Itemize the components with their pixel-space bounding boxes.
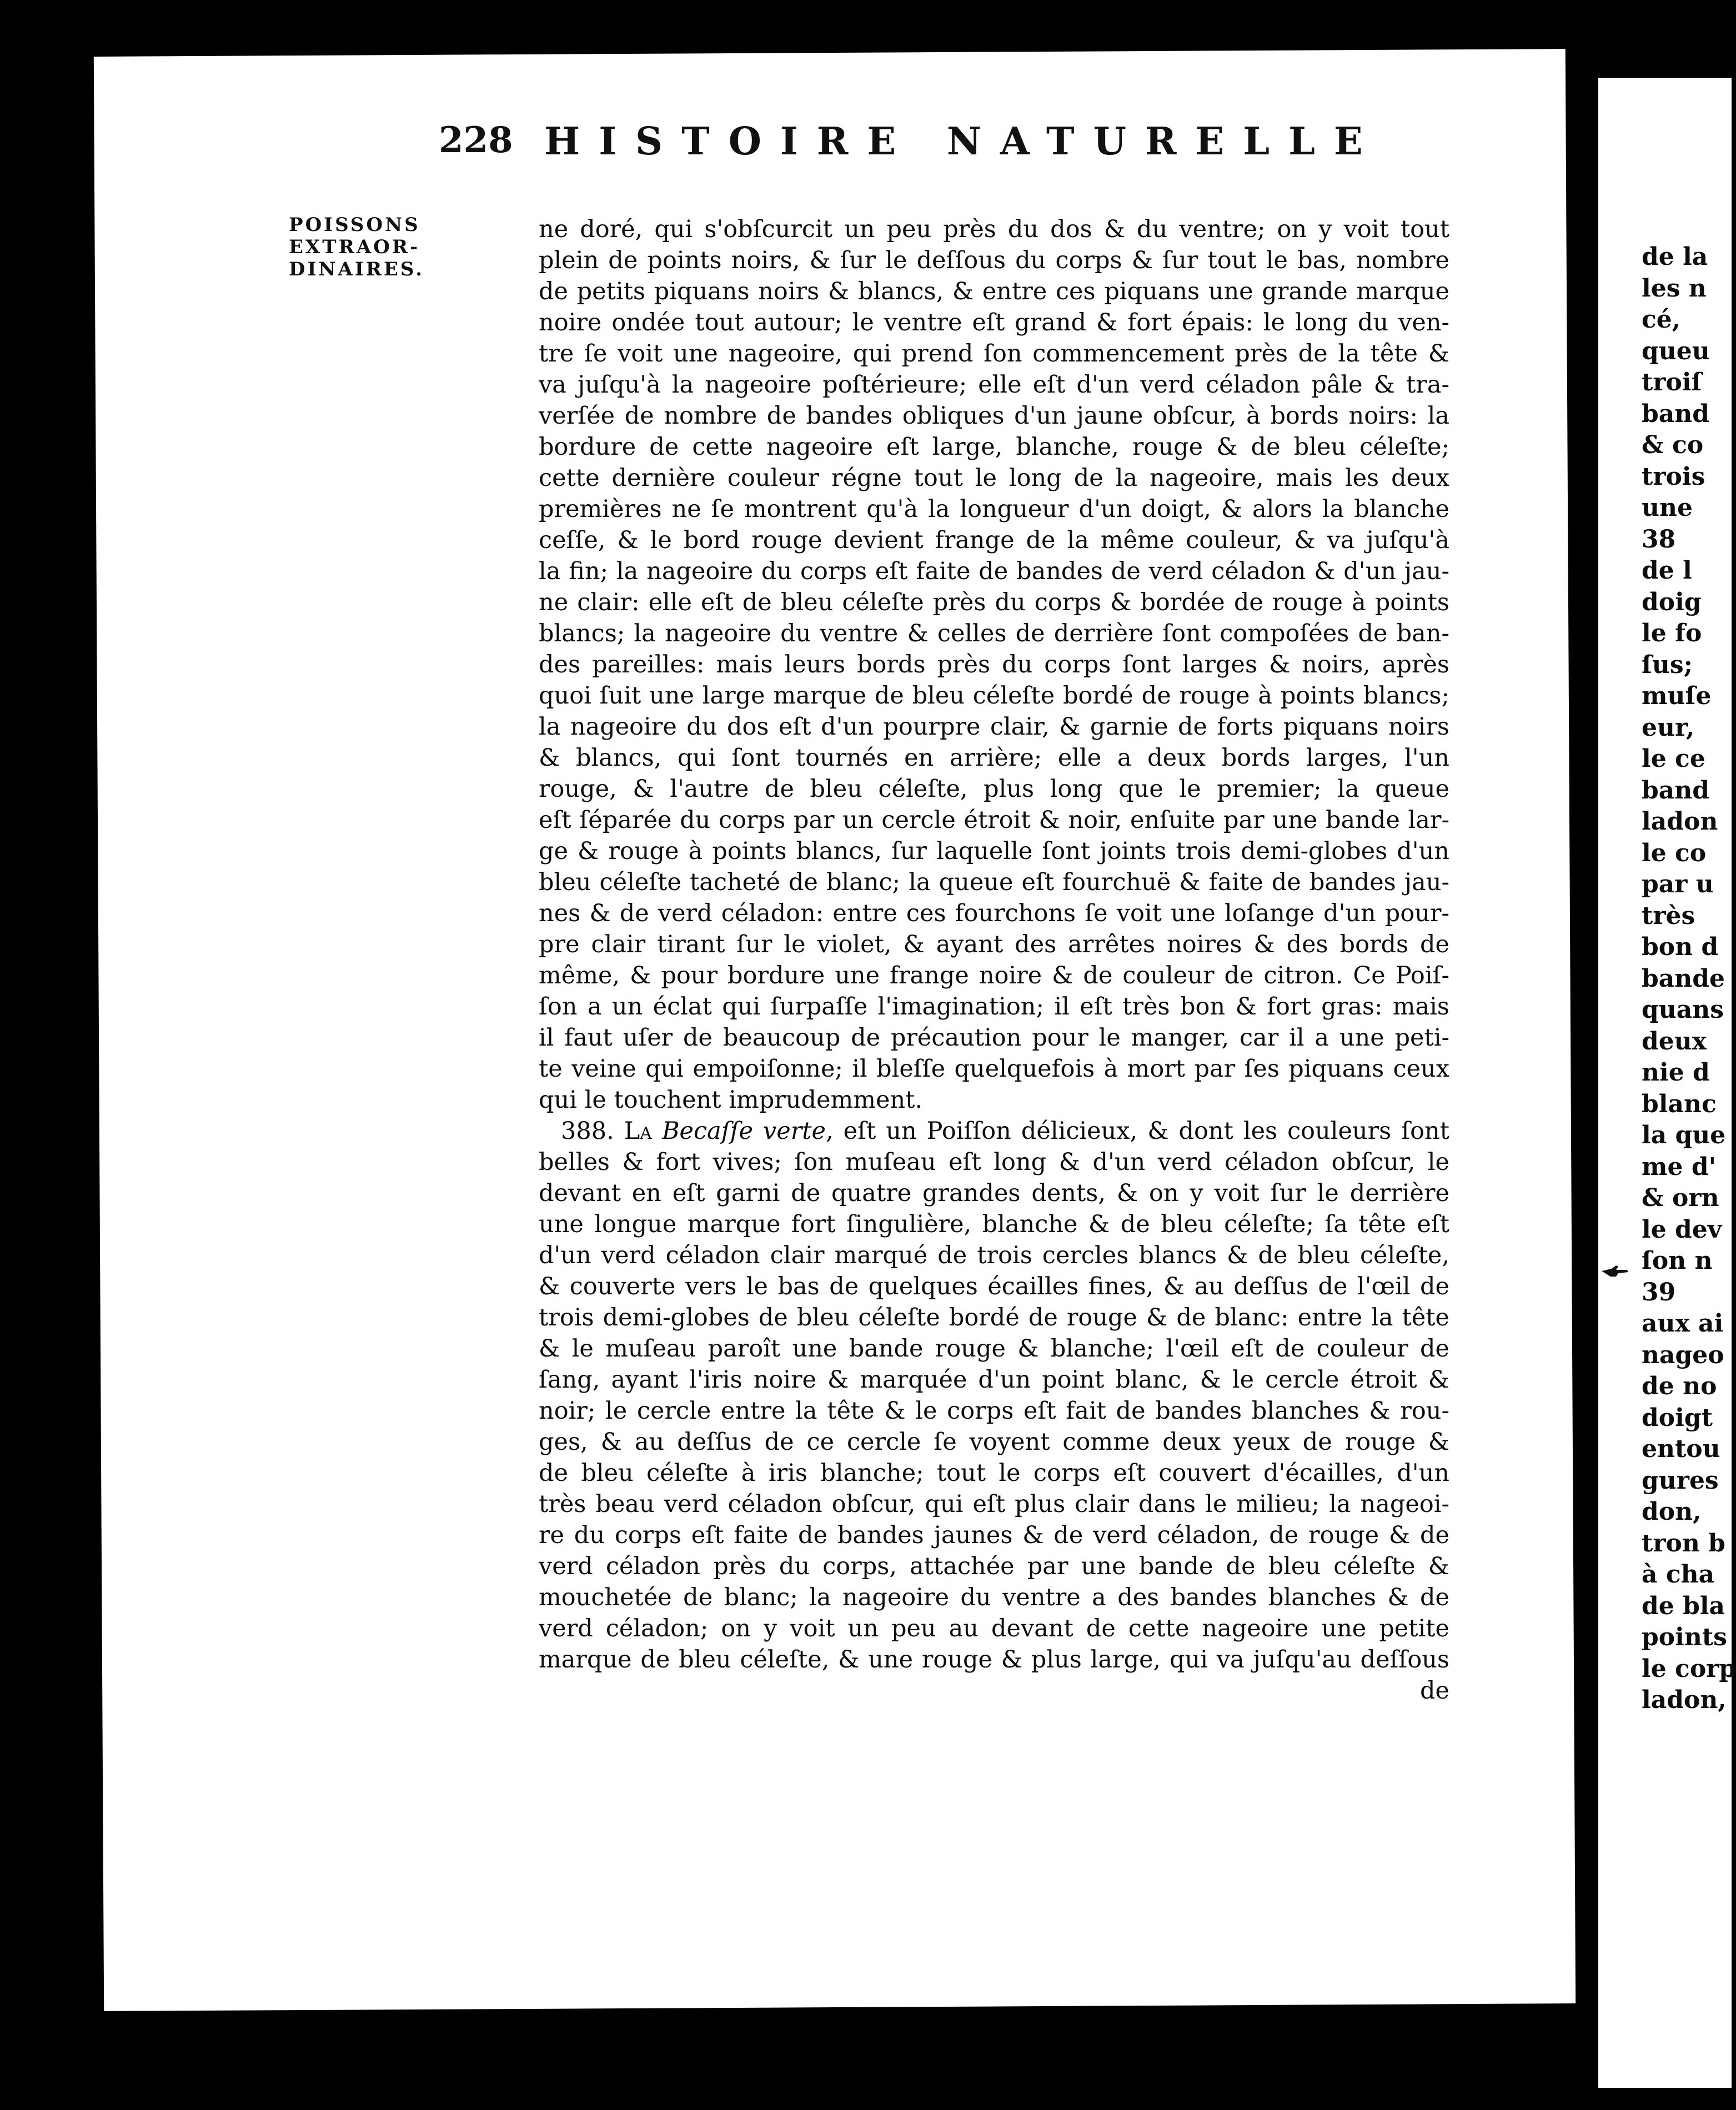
fish-name: Becaſſe verte: [661, 1117, 826, 1145]
right-page-line: aux ai: [1642, 1309, 1724, 1338]
margin-note-line: POISSONS: [289, 214, 420, 236]
text-line: te veine qui empoiſonne; il bleſſe quelquefois à mort par ſes piquans ceux: [539, 1055, 1449, 1083]
text-line: verſée de nombre de bandes obliques d'un jaune obſcur, à bords noirs: la: [539, 402, 1449, 430]
right-page-line: band: [1642, 776, 1710, 805]
text-line: mouchetée de blanc; la nageoire du ventre a des bandes blanches & de: [539, 1584, 1449, 1611]
right-page-line: le ce: [1642, 745, 1705, 773]
text-line: blancs; la nageoire du ventre & celles de derrière ſont compoſées de ban-: [539, 620, 1449, 647]
right-page-line: les n: [1642, 274, 1707, 303]
text-line: tre ſe voit une nageoire, qui prend ſon commencement près de la tête &: [539, 340, 1449, 368]
right-page-line: 38: [1642, 525, 1676, 554]
text-line: très beau verd céladon obſcur, qui eſt plus clair dans le milieu; la nageoi-: [539, 1490, 1449, 1518]
text-line: re du corps eſt faite de bandes jaunes & de verd céladon, de rouge & de: [539, 1521, 1449, 1549]
text-line: ge & rouge à points blancs, ſur laquelle ſont joints trois demi-globes d'un: [539, 837, 1449, 865]
right-page-line: troiſ: [1642, 368, 1702, 396]
right-page-text: [1642, 242, 1736, 1716]
right-page-line: très: [1642, 901, 1695, 930]
text-line: qui le touchent imprudemment.: [539, 1086, 923, 1114]
right-page-line: doig: [1642, 587, 1702, 616]
text-line: eſt ſéparée du corps par un cercle étroit & noir, enſuite par une bande lar-: [539, 806, 1449, 834]
text-line: nes & de verd céladon: entre ces fourchons ſe voit une loſange d'un pour-: [539, 900, 1449, 927]
right-page-line: par u: [1642, 870, 1714, 898]
right-page-line: ladon,: [1642, 1686, 1727, 1714]
right-page-line: le corp: [1642, 1654, 1736, 1683]
right-page-line: ladon: [1642, 807, 1718, 836]
right-page-line: à cha: [1642, 1560, 1715, 1589]
right-page-line: le dev: [1642, 1215, 1722, 1244]
text-line: & blancs, qui ſont tournés en arrière; elle a deux bords larges, l'un: [539, 744, 1449, 772]
text-line: premières ne ſe montrent qu'à la longueur d'un doigt, & alors la blanche: [539, 495, 1449, 523]
text-line: de bleu céleſte à iris blanche; tout le corps eſt couvert d'écailles, d'un: [539, 1459, 1449, 1487]
text-line: verd céladon près du corps, attachée par une bande de bleu céleſte &: [539, 1553, 1449, 1580]
paragraph-first-line-rest: , eſt un Poiſſon délicieux, & dont les couleurs ſont: [826, 1117, 1450, 1145]
text-line: il faut uſer de beaucoup de précaution pour le manger, car il a une peti-: [539, 1024, 1449, 1052]
right-page-line: 39: [1642, 1278, 1676, 1307]
right-page-line: me d': [1642, 1152, 1717, 1181]
text-line: quoi ſuit une large marque de bleu céleſte bordé de rouge à points blancs;: [539, 682, 1449, 710]
text-line: ne doré, qui s'obſcurcit un peu près du dos & du ventre; on y voit tout: [539, 215, 1449, 243]
paragraph-388-first-line: [539, 1116, 1449, 1147]
right-page-line: doigt: [1642, 1403, 1713, 1432]
page-header: [439, 114, 1382, 175]
pointing-hand-icon: [1599, 1263, 1630, 1280]
right-page-line: band: [1642, 399, 1710, 428]
right-page-line: ſus;: [1642, 650, 1693, 679]
right-page-line: eur,: [1642, 713, 1695, 742]
right-page-line: la que: [1642, 1121, 1726, 1149]
text-line: bleu céleſte tacheté de blanc; la queue eſt fourchuë & faite de bandes jau-: [539, 868, 1449, 896]
text-line: cette dernière couleur régne tout le long de la nageoire, mais les deux: [539, 464, 1449, 492]
text-line: verd céladon; on y voit un peu au devant de cette nageoire une petite: [539, 1615, 1449, 1642]
paragraph-number: 388.: [561, 1117, 614, 1145]
text-line: noir; le cercle entre la tête & le corps eſt fait de bandes blanches & rou-: [539, 1397, 1449, 1425]
paragraph-388: [539, 1147, 1449, 1675]
text-line: ceſſe, & le bord rouge devient frange de la même couleur, & va juſqu'à: [539, 526, 1449, 554]
margin-note: [289, 214, 433, 280]
right-page-line: nie d: [1642, 1058, 1710, 1087]
running-title: HISTOIRE NATURELLE: [544, 119, 1382, 164]
text-line: d'un verd céladon clair marqué de trois cercles blancs & de bleu céleſte,: [539, 1242, 1449, 1269]
text-line: une longue marque fort ſingulière, blanche & de bleu céleſte; ſa tête eſt: [539, 1210, 1449, 1238]
right-page-line: don,: [1642, 1498, 1702, 1526]
right-page-line: tron b: [1642, 1529, 1725, 1558]
text-line: même, & pour bordure une frange noire & de couleur de citron. Ce Poiſ-: [539, 962, 1449, 989]
text-line: noire ondée tout autour; le ventre eſt grand & fort épais: le long du ven-: [539, 309, 1449, 336]
text-line: devant en eſt garni de quatre grandes dents, & on y voit ſur le derrière: [539, 1179, 1449, 1207]
right-page-line: une: [1642, 494, 1693, 522]
text-line: rouge, & l'autre de bleu céleſte, plus long que le premier; la queue: [539, 775, 1449, 803]
right-page-line: de no: [1642, 1372, 1717, 1400]
right-page-line: trois: [1642, 462, 1705, 491]
right-page-line: le co: [1642, 838, 1707, 867]
text-line: ſon a un éclat qui ſurpaſſe l'imagination; il eſt très bon & fort gras: mais: [539, 993, 1449, 1021]
text-line: plein de points noirs, & ſur le deſſous du corps & ſur tout le bas, nombre: [539, 247, 1449, 274]
text-line: trois demi-globes de bleu céleſte bordé de rouge & de blanc: entre la tête: [539, 1304, 1449, 1332]
text-line: belles & fort vives; ſon muſeau eſt long & d'un verd céladon obſcur, le: [539, 1148, 1449, 1176]
margin-note-line: DINAIRES.: [289, 258, 425, 280]
right-page-line: points: [1642, 1623, 1727, 1651]
text-line: ſang, ayant l'iris noire & marquée d'un point blanc, & le cercle étroit &: [539, 1366, 1449, 1394]
right-page-line: & orn: [1642, 1184, 1719, 1212]
text-line: la fin; la nageoire du corps eſt faite de bandes de verd céladon & d'un jau-: [539, 557, 1449, 585]
right-page-line: le fo: [1642, 619, 1702, 647]
text-line: la nageoire du dos eſt d'un pourpre clair, & garnie de forts piquans noirs: [539, 713, 1449, 741]
page-number: 228: [439, 119, 513, 161]
right-page-line: & co: [1642, 431, 1704, 459]
right-page-line: entou: [1642, 1435, 1720, 1463]
right-page-line: bon d: [1642, 933, 1719, 961]
right-page-line: ſon n: [1642, 1247, 1713, 1275]
text-line: & le muſeau paroît une bande rouge & blanche; l'œil eſt de couleur de: [539, 1335, 1449, 1363]
right-page-line: cé,: [1642, 305, 1681, 334]
right-page-line: muſe: [1642, 682, 1712, 710]
right-page-line: bande: [1642, 964, 1725, 993]
body-text: [539, 214, 1449, 1706]
catchword: de: [1420, 1677, 1449, 1705]
right-page-line: de la: [1642, 243, 1708, 271]
right-page-line: queu: [1642, 336, 1710, 365]
text-line: marque de bleu céleſte, & une rouge & plus large, qui va juſqu'au deſſous: [539, 1646, 1449, 1674]
text-line: & couverte vers le bas de quelques écailles fines, & au deſſus de l'œil de: [539, 1273, 1449, 1300]
text-line: des pareilles: mais leurs bords près du corps ſont larges & noirs, après: [539, 651, 1449, 679]
text-line: pre clair tirant ſur le violet, & ayant des arrêtes noires & des bords de: [539, 931, 1449, 958]
text-line: va juſqu'à la nageoire poſtérieure; elle eſt d'un verd céladon pâle & tra-: [539, 371, 1449, 399]
right-page-line: de l: [1642, 556, 1692, 585]
margin-note-line: EXTRAOR-: [289, 236, 420, 258]
paragraph-387-continued: [539, 214, 1449, 1116]
text-line: de petits piquans noirs & blancs, & entre ces piquans une grande marque: [539, 278, 1449, 305]
right-page-line: deux: [1642, 1027, 1707, 1056]
right-page-line: nageo: [1642, 1340, 1724, 1369]
paragraph-lead: La: [624, 1117, 652, 1145]
text-line: ne clair: elle eſt de bleu céleſte près du corps & bordée de rouge à points: [539, 589, 1449, 616]
right-page-fragment: [1598, 78, 1736, 2088]
right-page-line: quans: [1642, 996, 1724, 1024]
right-page-line: de bla: [1642, 1591, 1725, 1620]
text-line: ges, & au deſſus de ce cercle ſe voyent comme deux yeux de rouge &: [539, 1428, 1449, 1456]
right-page-line: blanc: [1642, 1089, 1717, 1118]
right-page-line: gures: [1642, 1466, 1719, 1495]
text-line: bordure de cette nageoire eſt large, blanche, rouge & de bleu céleſte;: [539, 433, 1449, 461]
